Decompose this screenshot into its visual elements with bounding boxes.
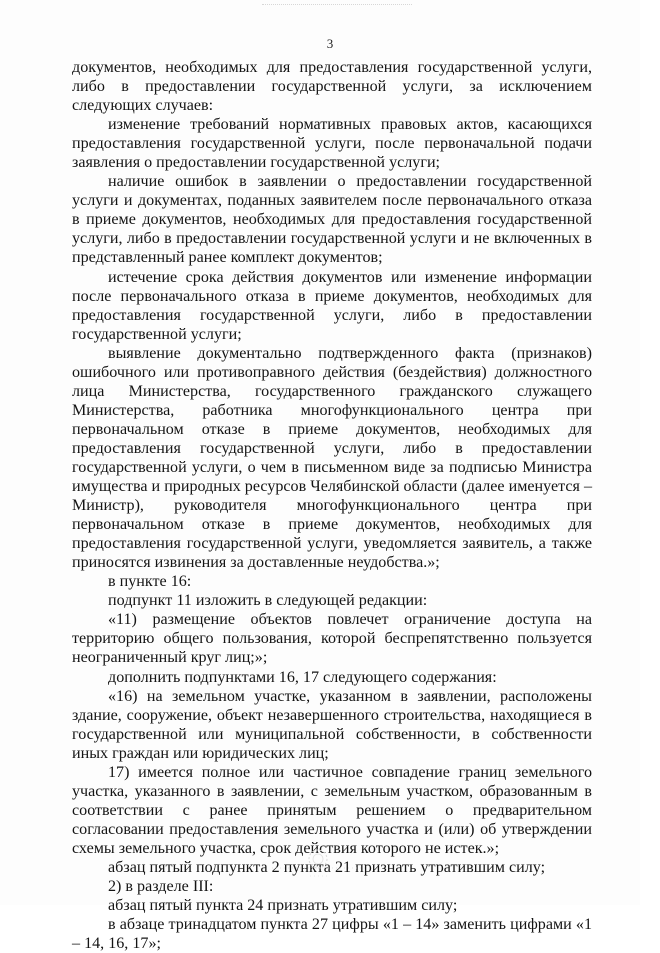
paragraph-1: документов, необходимых для предоставления государственной услуги, либо в предоставлении государственной услуги, за исключением следующих случаев:: [72, 59, 592, 115]
paragraph-6: в пункте 16:: [108, 573, 192, 591]
paragraph-12: абзац пятый подпункта 2 пункта 21 признать утратившим силу;: [108, 858, 546, 876]
paragraph-5: выявление документально подтвержденного факта (признаков) ошибочного или противоправного действия (бездействия) должностного лица Министерства, государственного гражданского служащего Министерства, работника многофункционального центра при первоначальном отказе в приеме документов, необходимых для предоставления государственной услуги, либо в предоставлении государственной услуги, о чем в письменном виде за подписью Министра имущества и природных ресурсов Челябинской области (далее именуется – Министр), руководителя многофункционального центра при первоначальном отказе в приеме документов, необходимых для предоставления государственной услуги, уведомляется заявитель, а также приносятся извинения за доставленные неудобства.»;: [72, 344, 592, 572]
scan-noise-top: [262, 4, 412, 11]
paragraph-14: абзац пятый пункта 24 признать утратившим силу;: [108, 897, 458, 915]
paragraph-8: «11) размещение объектов повлечет ограничение доступа на территорию общего пользования, которой беспрепятственно пользуется неограниченный круг лиц;»;: [72, 611, 592, 667]
paragraph-9: дополнить подпунктами 16, 17 следующего содержания:: [108, 668, 497, 686]
document-body: [72, 58, 592, 953]
paragraph-2: изменение требований нормативных правовых актов, касающихся предоставления государственной услуги, после первоначальной подачи заявления о предоставлении государственной услуги;: [72, 116, 592, 172]
paragraph-3: наличие ошибок в заявлении о предоставлении государственной услуги и документах, поданных заявителем после первоначального отказа в приеме документов, необходимых для предоставления государственной услуги, либо в предоставлении государственной услуги и не включенных в представленный ранее комплект документов;: [72, 173, 592, 267]
paragraph-11: 17) имеется полное или частичное совпадение границ земельного участка, указанного в заявлении, с земельным участком, образованным в соответствии с ранее принятым решением о предварительном согласовании предоставления земельного участка и (или) об утверждении схемы земельного участка, срок действия которого не истек.»;: [72, 763, 592, 857]
paragraph-4: истечение срока действия документов или изменение информации после первоначального отказа в приеме документов, необходимых для предоставления государственной услуги, либо в предоставлении государственной услуги;: [72, 268, 592, 343]
page-number: 3: [326, 36, 334, 51]
paragraph-15: в абзаце тринадцатом пункта 27 цифры «1 – 14» заменить цифрами «1 – 14, 16, 17»;: [72, 916, 592, 953]
paragraph-10: «16) на земельном участке, указанном в заявлении, расположены здание, сооружение, объект незавершенного строительства, находящиеся в государственной или муниципальной собственности, в собственности иных граждан или юридических лиц;: [72, 687, 592, 762]
paragraph-13: 2) в разделе III:: [108, 878, 214, 896]
paragraph-7: подпункт 11 изложить в следующей редакции:: [108, 592, 428, 610]
faint-seal-mark: [270, 846, 370, 880]
